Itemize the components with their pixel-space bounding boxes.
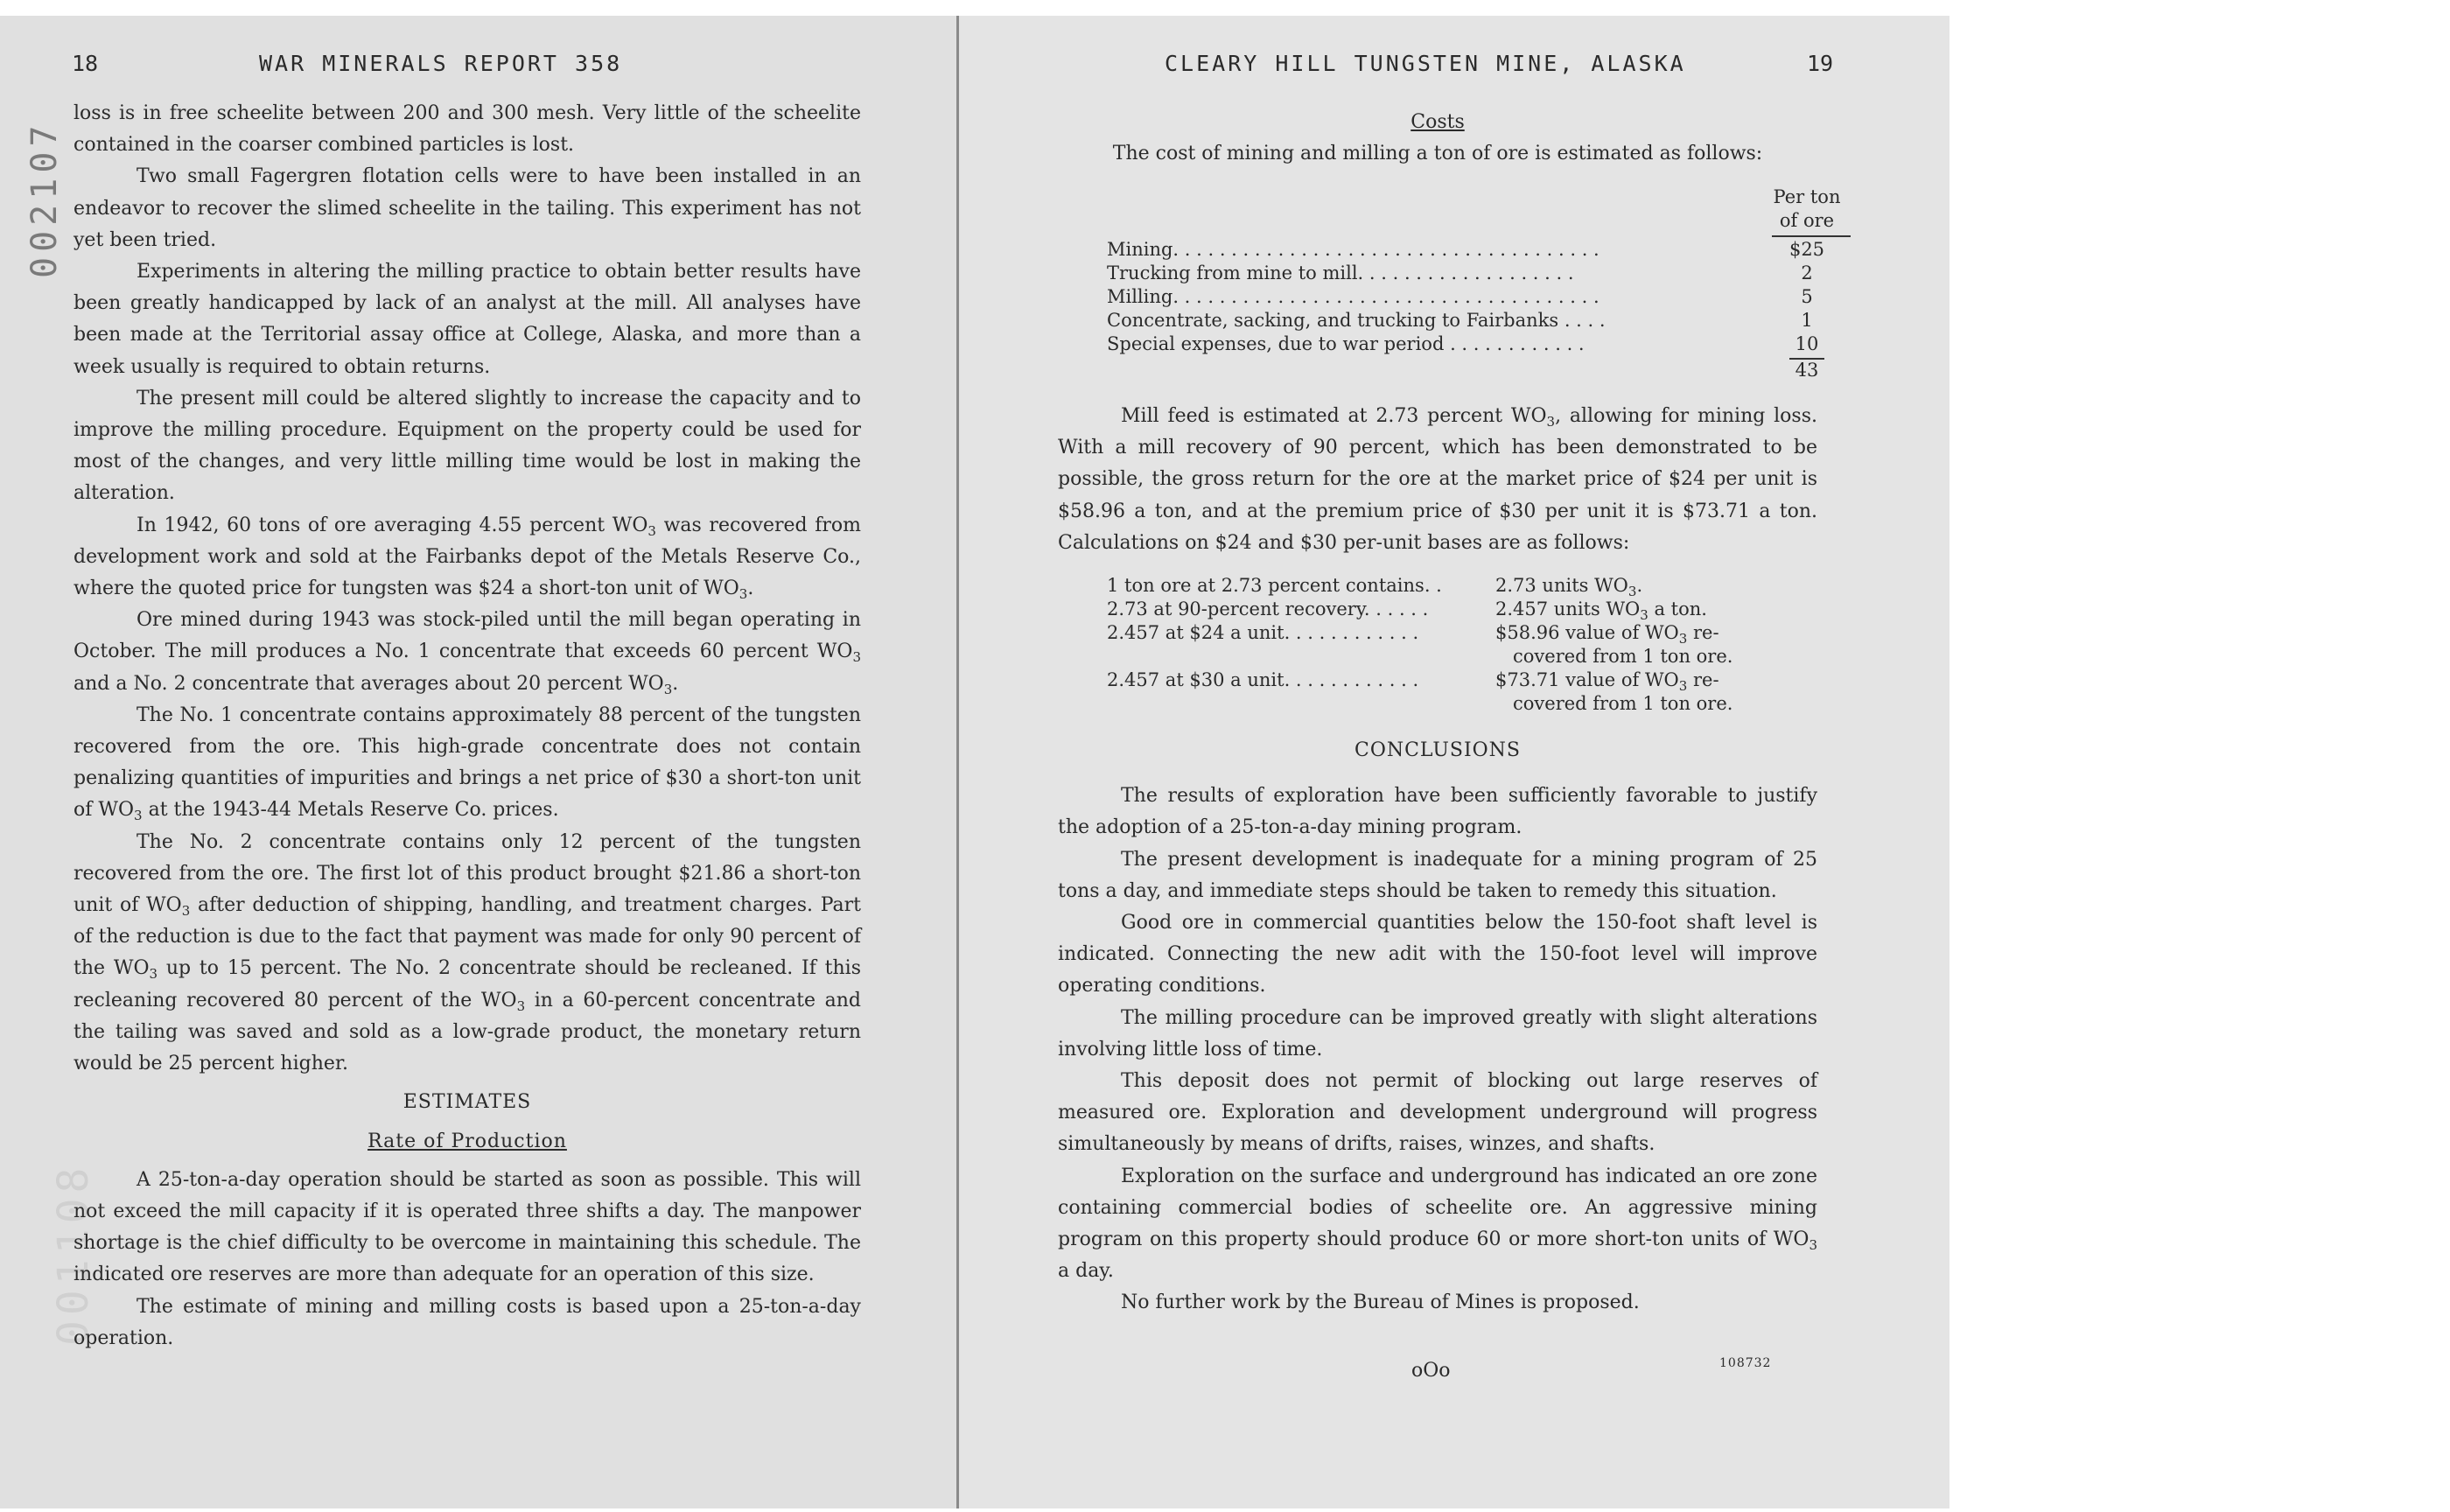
cost-row: Concentrate, sacking, and trucking to Fairbanks . . . . 1 [1107, 310, 1813, 331]
running-head: WAR MINERALS REPORT 358 [259, 51, 623, 76]
margin-stamp-faint: 001108 [49, 1162, 98, 1346]
left-page [0, 16, 958, 1508]
costs-intro [1058, 107, 1817, 170]
cost-column-header: Per ton of ore [1773, 186, 1841, 231]
paragraph: The No. 2 concentrate contains only 12 percent of the tungsten recovered from the ore. The first lot of this product brought $21.86 a short-ton unit of $WO_3$ after deduction of shipping, handling, and treatment charges. Part of the reduction is due to the fact that payment was made for only 90 percent of the $WO_3$ up to 15 percent. The No. 2 concentrate should be recleaned. If this recleaning recovered 80 percent of the $WO_3$ in a 60-percent concentrate and the tailing was saved and sold as a low-grade product, the monetary return would be 25 percent higher. [74, 830, 862, 1075]
paragraph: Good ore in commercial quantities below the 150-foot shaft level is indicated. Connecting the new adit with the 150-foot level will improve operating conditions. [1058, 912, 1817, 998]
cost-total-row: 43 [1795, 360, 1819, 381]
cost-row: Trucking from mine to mill. . . . . . . . . . . . . . . . . . . 2 [1107, 262, 1813, 284]
cost-row: Mining. . . . . . . . . . . . . . . . . . . . . . . . . . . . . . . . . . . . . $25 [1107, 239, 1825, 260]
paragraph: The present mill could be altered slightly to increase the capacity and to improve the milling procedure. Equipment on the property could be used for most of the changes, and very little milling time would be lost in making the alteration. [74, 387, 861, 505]
paragraph: In 1942, 60 tons of ore averaging 4.55 percent $WO_3$ was recovered from development work and sold at the Fairbanks depot of the Metals Reserve Co., where the quoted price for tungsten was $24 a short-ton unit of $WO_3$. [74, 514, 861, 603]
running-head: CLEARY HILL TUNGSTEN MINE, ALASKA [1165, 51, 1686, 76]
paragraph: The milling procedure can be improved greatly with slight alterations involving little loss of time. [1058, 1006, 1817, 1060]
header-rule [1772, 235, 1851, 237]
cost-row: Special expenses, due to war period . . . . . . . . . . . . 10 [1107, 333, 1819, 354]
right-page: CLEARY HILL TUNGSTEN MINE, ALASKA 19 Costs The cost of mining and milling a ton of ore is estimated as follows: Per ton of ore Mining. . . . . . . . . . . . . . . . . . . . . . . . . . . . . . . . . . . . . $25 Trucking from mine to mill. . . . . . . . . . . . . . . . . . . 2 Milling. . . . . . . . . . . . . . . . . . . . . . . . . . . . . . . . . . . . . 5 Concentrate, sacking, and trucking to Fairbanks . . . . 1 Special expenses, due to war period . . . . . . . . . . . . 10 43 Mill feed is estimated at 2.73 percent $WO_3$, allowing for mining loss. With a mill recovery of 90 percent, which has been demonstrated to be possible, the gross return for the ore at the market price of $24 per unit is $58.96 a ton, and at the premium price of $30 per unit it is $73.71 a ton. Calculations on $24 and $30 per-unit bases are as follows: 1 ton ore at 2.73 percent contains. . 2.73 units $WO_3$. 2.73 at 90-percent recovery. . . . . . 2.457 units $WO_3$ a ton. 2.457 at $24 a unit. . . . . . . . . . . . $58.96 value of $WO_3$ re- covered from 1 ton ore. 2.457 at $30 a unit. . . . . . . . . . . . $73.71 value of $WO_3$ re- covered from 1 ton ore. CONCLUSIONS The results of exploration have been sufficiently favorable to justify the adoption of a 25-ton-a-day mining program. The present development is inadequate for a mining program of 25 tons a day, and immediate steps should be taken to remedy this situation. Good ore in commercial quantities below the 150-foot shaft level is indicated. Connecting the new adit with the 150-foot level will improve operating conditions. The milling procedure can be improved greatly with slight alterations involving little loss of time. This deposit does not permit of blocking out large reserves of measured ore. Exploration and development underground will progress simultaneously by means of drifts, raises, winzes, and shafts. Exploration on the surface and underground has indicated an ore zone containing commercial bodies of scheelite ore. An aggressive mining program on this property should produce 60 or more short-ton units of $WO_3$ a day. No further work by the Bureau of Mines is proposed. oOo 108732 [960, 16, 1950, 1508]
section-heading: ESTIMATES [402, 1091, 532, 1114]
costs-intro-text: The cost of mining and milling a ton of ore is estimated as follows: [1112, 143, 1763, 165]
conclusions-section [1058, 735, 1817, 1320]
paragraph: The No. 1 concentrate contains approximately 88 percent of the tungsten recovered from the ore. This high-grade concentrate does not contain penalizing quantities of impurities and brings a net price of $30 a short-ton unit of $WO_3$ at the 1943-44 Metals Reserve Co. prices. [74, 704, 861, 824]
paragraph: No further work by the Bureau of Mines is proposed. [1121, 1292, 1640, 1314]
section-heading: CONCLUSIONS [1354, 739, 1522, 761]
scanned-spread [0, 16, 1950, 1508]
paragraph: Ore mined during 1943 was stock-piled until the mill began operating in October. The mill produces a No. 1 concentrate that exceeds 60 percent $WO_3$ and a No. 2 concentrate that averages about 20 percent $WO_3$. [74, 609, 861, 697]
paragraph: Experiments in altering the milling practice to obtain better results have been greatly handicapped by lack of an analyst at the mill. All analyses have been made at the Territorial assay office at College, Alaska, and more than a week usually is required to obtain returns. [74, 261, 861, 378]
page-gutter [956, 16, 959, 1508]
paragraph: A 25-ton-a-day operation should be started as soon as possible. This will not exceed the mill capacity if it is operated three shifts a day. The manpower shortage is the chief difficulty to be overcome in maintaining this schedule. The indicated ore reserves are more than adequate for an operation of this size. [74, 1168, 861, 1286]
end-mark: oOo [1411, 1360, 1451, 1382]
paragraph: Two small Fagergren flotation cells were to have been installed in an endeavor to recover the slimed scheelite in the tailing. This experiment has not yet been tried. [74, 165, 861, 251]
paragraph: This deposit does not permit of blocking out large reserves of measured ore. Exploration and development underground will progress simultaneously by means of drifts, raises, winzes, and shafts. [1058, 1070, 1817, 1156]
cost-row: Milling. . . . . . . . . . . . . . . . . . . . . . . . . . . . . . . . . . . . . 5 [1107, 286, 1813, 307]
margin-stamp: 002107 [24, 120, 65, 278]
paragraph: The estimate of mining and milling costs is based upon a 25-ton-a-day operation. [74, 1295, 861, 1349]
subsection-heading: Rate of Production [368, 1130, 567, 1152]
left-body-text [74, 98, 861, 1354]
page-number: 18 [72, 51, 99, 76]
paragraph: Exploration on the surface and underground has indicated an ore zone containing commercial bodies of scheelite ore. An aggressive mining program on this property should produce 60 or more short-ton units of $WO_3$ a day. [1058, 1165, 1817, 1283]
paragraph: The present development is inadequate for a mining program of 25 tons a day, and immediate steps should be taken to remedy this situation. [1058, 848, 1817, 902]
paragraph: The results of exploration have been sufficiently favorable to justify the adoption of a 25-ton-a-day mining program. [1058, 785, 1817, 839]
document-stamp: 108732 [1719, 1356, 1772, 1370]
mill-feed-paragraph: Mill feed is estimated at 2.73 percent $WO_3$, allowing for mining loss. With a mill recovery of 90 percent, which has been demonstrated to be possible, the gross return for the ore at the market price of $24 per unit is $58.96 a ton, and at the premium price of $30 per unit it is $73.71 a ton. Calculations on $24 and $30 per-unit bases are as follows: [1058, 405, 1817, 554]
costs-heading: Costs [1410, 111, 1465, 133]
page-number: 19 [1807, 51, 1834, 76]
paragraph: loss is in free scheelite between 200 and 300 mesh. Very little of the scheelite contained in the coarser combined particles is lost. [74, 102, 861, 157]
